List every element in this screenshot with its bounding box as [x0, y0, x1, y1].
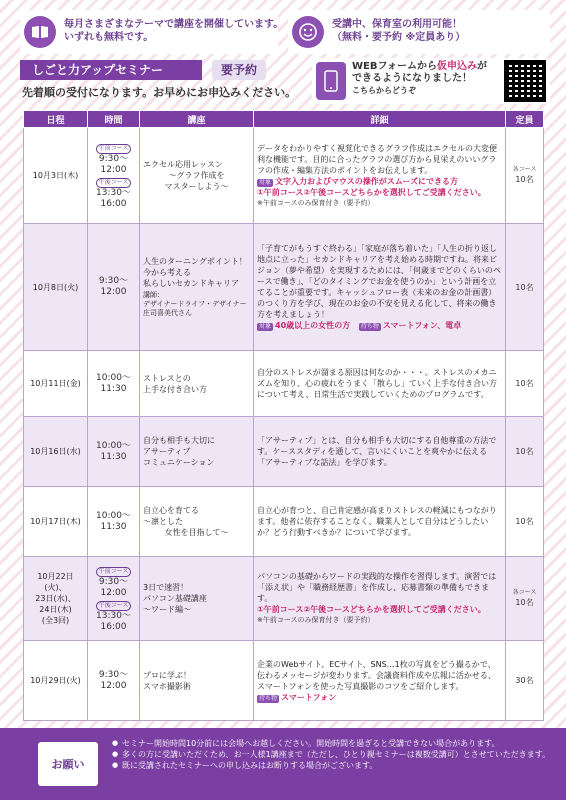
- request-label: お願い: [38, 742, 98, 786]
- list-item: ● セミナー開始時間10分前には会場へお越しください。開始時間を過ぎると受講できない場合があります。: [112, 738, 552, 749]
- detail-text: データをわかりやすく視覚化できるグラフ作成はエクセルの大変便利な機能です。目的に合ったグラフの選び方から見栄えのいいグラフの作成・編集方法のポイントをお伝えします。: [257, 143, 497, 175]
- seminar-header: [20, 58, 550, 104]
- row-time: [88, 417, 140, 487]
- pm-end: 16:00: [100, 198, 127, 209]
- row-capacity: 10名: [506, 351, 544, 417]
- belongings-text: スマートフォン、電卓: [382, 321, 462, 330]
- table-header-row: [24, 111, 544, 128]
- target-tag: 対象: [259, 178, 272, 186]
- start-time: 9:30～: [98, 276, 129, 286]
- row-course: [140, 487, 254, 557]
- web-form-line2: できるようになりました！: [352, 73, 472, 84]
- row-time: [88, 224, 140, 351]
- list-item: ● 多くの方に受講いただくため、お一人様1講座まで（ただし、ひとり親セミナーは複数受講可）とさせていただきます。: [112, 749, 552, 760]
- target-text: 文字入力およびマウスの操作がスムーズにできる方: [275, 176, 458, 186]
- header-detail: 詳細: [254, 111, 506, 128]
- row-course: [140, 224, 254, 351]
- course-line3: 女性を目指して～: [164, 528, 229, 537]
- date-line3: 24日(木): [39, 605, 72, 614]
- row-date: 10月11日(金): [24, 351, 88, 417]
- am-course-tag: 午前コース: [96, 567, 132, 577]
- childcare-info-text: [332, 18, 465, 44]
- row-capacity: 10名: [506, 487, 544, 557]
- date-line1: 10月22日(火)、: [37, 572, 74, 592]
- course-line1: エクセル応用レッスン: [143, 160, 223, 169]
- seminar-schedule-table: [23, 110, 544, 721]
- course-line1: 人生のターニングポイント！: [143, 257, 247, 266]
- lecturer-name: 庄司喜美代さん: [143, 309, 192, 317]
- lecturer-title: デザイナードライフ・デザイナー: [143, 300, 247, 308]
- table-row: [24, 351, 544, 417]
- book-icon: [24, 16, 56, 48]
- row-time: [88, 487, 140, 557]
- detail-text: 企業のWebサイト、ECサイト、SNS…1枚の写真をどう撮るかで、伝わるメッセージが変わります。会議資料作成や広報に活かせる、スマートフォンを使った写真撮影のコツをご紹介します。: [257, 659, 496, 691]
- row-date: 10月17日(木): [24, 487, 88, 557]
- childcare-note: ※午前コースのみ保育付き（要予約）: [257, 616, 375, 624]
- start-time: 9:30～: [98, 669, 129, 680]
- row-course: [140, 351, 254, 417]
- row-course: [140, 641, 254, 721]
- am-end: 12:00: [100, 587, 127, 598]
- table-row: [24, 224, 544, 351]
- course-line3: マスターしよう～: [164, 182, 229, 191]
- lecturer-label: 講師：: [143, 291, 164, 299]
- start-time: 10:00～: [96, 510, 131, 521]
- am-start: 9:30～: [98, 576, 129, 587]
- capacity-sub: 各コース: [512, 166, 537, 173]
- row-capacity: [506, 128, 544, 224]
- end-time: 11:30: [100, 451, 127, 462]
- seminar-title: しごと力アップセミナー: [20, 60, 202, 80]
- course-line2: パソコン基礎講座: [143, 594, 207, 603]
- footer-request: [0, 728, 566, 800]
- am-end: 12:00: [100, 164, 127, 175]
- course-line1: プロに学ぶ！: [143, 670, 191, 680]
- course-line1: 自分も相手も大切に: [143, 436, 215, 445]
- childcare-info-box: [288, 10, 550, 54]
- pm-course-tag: 午後コース: [96, 178, 132, 188]
- date-line2: 23日(水)、: [35, 594, 76, 603]
- end-time: 11:30: [100, 383, 127, 394]
- web-form-box[interactable]: [312, 58, 550, 104]
- am-course-tag: 午前コース: [96, 144, 132, 154]
- course-line3: コミュニケーション: [143, 458, 215, 467]
- row-detail: [254, 557, 506, 641]
- row-capacity: 10名: [506, 224, 544, 351]
- reservation-badge: 要予約: [212, 60, 266, 80]
- free-info-line1: 毎月さまざまなテーマで講座を開催しています。: [64, 19, 284, 30]
- detail-text: 「子育てがもうすぐ終わる」「家庭が落ち着いた」「人生の折り返し地点に立った」セカンドキャリアを考え始める時期ですね。将来ビジョン（夢や希望）を実現するためには、「何歳までどのくらいのペースで働き」、「どのタイミングでお金を使うのか」という計画を立てることが重要です。キャッシュフロー表（未来のお金の計画書）のつくり方を学び、現在のお金の不安を見える化して、将来の働き方を考えましょう！: [257, 244, 501, 319]
- row-course: [140, 417, 254, 487]
- course-line1: 自立心を育てる: [143, 506, 199, 515]
- date-line4: (全3回): [41, 616, 70, 625]
- row-detail: [254, 128, 506, 224]
- row-date: 10月3日(木): [24, 128, 88, 224]
- row-date: 10月16日(水): [24, 417, 88, 487]
- pm-end: 16:00: [100, 621, 127, 632]
- web-form-line1c: が: [476, 61, 487, 72]
- course-line2: 上手な付き合い方: [143, 384, 207, 394]
- top-info-row: [20, 10, 550, 54]
- capacity-sub: 各コース: [512, 589, 537, 596]
- childcare-info-line1: 受講中、保育室の利用可能！: [332, 19, 462, 30]
- web-form-line1a: WEBフォームから: [352, 61, 437, 72]
- target-text: 40歳以上の女性の方: [275, 321, 351, 330]
- first-come-notice: 先着順の受付になります。お早めにお申込みください。: [22, 86, 297, 99]
- course-line2: 今から考える: [143, 268, 191, 277]
- table-row: [24, 641, 544, 721]
- row-capacity: 30名: [506, 641, 544, 721]
- header-capacity: 定員: [506, 111, 544, 128]
- course-line1: 3日で速習！: [143, 583, 189, 592]
- request-list: [112, 738, 552, 771]
- row-time: [88, 351, 140, 417]
- course-line2: ～グラフ作成を: [168, 171, 225, 180]
- row-date: 10月29日(火): [24, 641, 88, 721]
- end-time: 12:00: [100, 680, 127, 691]
- smile-icon: [292, 16, 324, 48]
- start-time: 10:00～: [96, 372, 131, 383]
- qr-code[interactable]: [504, 60, 546, 102]
- course-line2: ～凛とした: [143, 517, 183, 526]
- free-info-line2: いずれも無料です。: [64, 32, 154, 43]
- capacity-value: 10名: [515, 175, 534, 184]
- row-detail: 自分のストレスが溜まる原因は何なのか・・・。ストレスのメカニズムを知り、心の疲れをうまく「散らし」ていく上手な付き合い方について考え、日常生活で実践していくためのプログラムです。: [254, 351, 506, 417]
- pm-course-tag: 午後コース: [96, 601, 132, 611]
- row-time: [88, 557, 140, 641]
- row-date: [24, 557, 88, 641]
- childcare-info-line2: （無料・要予約 ※定員あり）: [332, 32, 466, 43]
- web-form-link-text[interactable]: こちらからどうぞ: [352, 86, 416, 95]
- table-row: [24, 128, 544, 224]
- row-capacity: 10名: [506, 417, 544, 487]
- am-start: 9:30～: [98, 153, 129, 164]
- course-line2: スマホ撮影術: [143, 681, 191, 691]
- row-course: [140, 557, 254, 641]
- target-tag: 対象: [259, 323, 272, 330]
- free-info-text: [64, 18, 283, 44]
- table-row: [24, 487, 544, 557]
- row-time: [88, 641, 140, 721]
- course-line3: ～ワード編～: [143, 605, 191, 614]
- smartphone-icon: [316, 62, 346, 100]
- course-line1: ストレスとの: [143, 373, 191, 383]
- list-item: ● 既に受講されたセミナーへの申し込みはお断りする場合がございます。: [112, 760, 552, 771]
- course-line2: アサーティブ: [143, 447, 191, 456]
- web-form-highlight: 仮申込み: [436, 61, 477, 72]
- course-line3: 私らしいセカンドキャリア: [143, 279, 239, 288]
- row-date: 10月8日(火): [24, 224, 88, 351]
- free-info-box: [20, 10, 284, 54]
- web-form-text: [352, 61, 487, 97]
- pm-start: 13:30～: [96, 610, 131, 621]
- belongings-text: スマートフォン: [281, 692, 337, 702]
- course-select-note: ①午前コース②午後コースどちらかを選択してご受講ください。: [257, 605, 486, 614]
- header-time: 時間: [88, 111, 140, 128]
- row-time: [88, 128, 140, 224]
- pm-start: 13:30～: [96, 187, 131, 198]
- row-detail: 「アサーティブ」とは、自分も相手も大切にする自他尊重の方法です。ケーススタディを通して、言いにくいことを爽やかに伝える「アサーティブな話法」を学びます。: [254, 417, 506, 487]
- header-course: 講座: [140, 111, 254, 128]
- capacity-value: 10名: [515, 598, 534, 607]
- table-row: [24, 417, 544, 487]
- header-date: 日程: [24, 111, 88, 128]
- course-select-note: ①午前コース②午後コースどちらかを選択してご受講ください。: [257, 187, 486, 197]
- belongings-tag: 持ち物: [360, 323, 379, 330]
- row-detail: [254, 224, 506, 351]
- row-capacity: [506, 557, 544, 641]
- belongings-tag: 持ち物: [259, 694, 278, 702]
- start-time: 10:00～: [96, 440, 131, 451]
- childcare-note: ※午前コースのみ保育付き（要予約）: [257, 198, 375, 207]
- row-detail: 自立心が育つと、自己肯定感が高まりストレスの軽減にもつながります。他者に依存することなく、職業人として自分はどうしたいか？どう行動すべきか？について学びます。: [254, 487, 506, 557]
- end-time: 11:30: [100, 521, 127, 532]
- table-row: [24, 557, 544, 641]
- row-course: [140, 128, 254, 224]
- end-time: 12:00: [100, 287, 127, 297]
- row-detail: [254, 641, 506, 721]
- detail-text: パソコンの基礎からワードの実践的な操作を習得します。演習では「添え状」や「職務経歴書」を作成し、応募書類の準備もできます。: [257, 572, 497, 603]
